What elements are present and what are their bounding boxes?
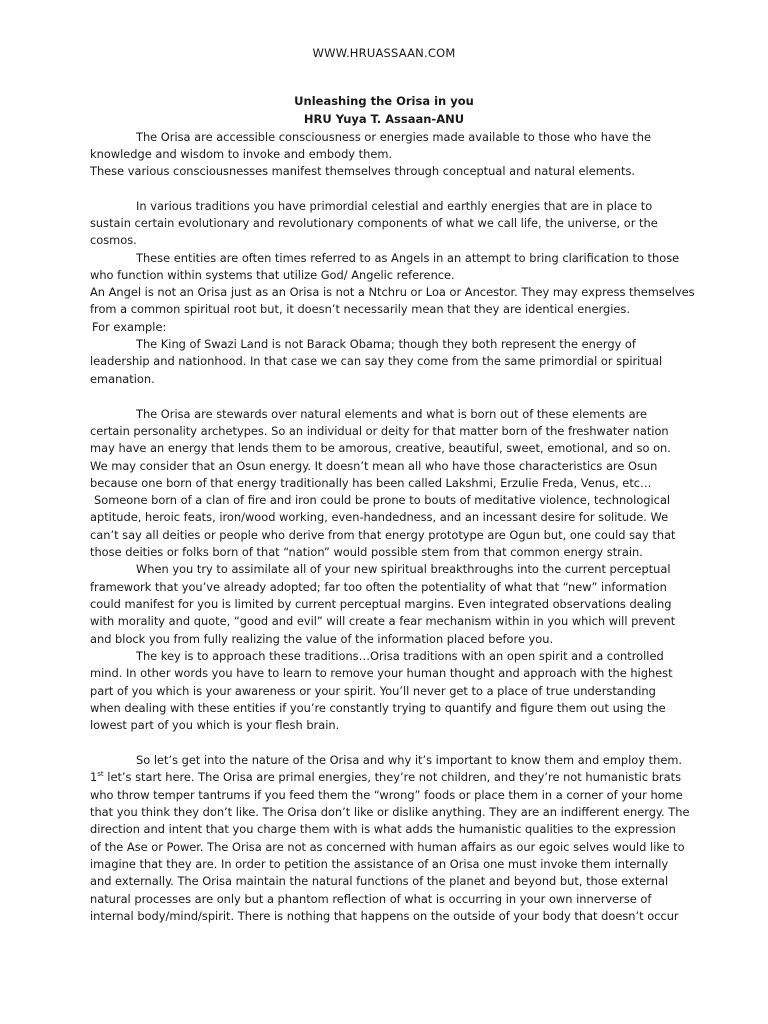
text-line: These various consciousnesses manifest themselves through conceptual and natural elements. bbox=[90, 164, 636, 178]
ordinal-suffix: st bbox=[97, 770, 104, 779]
text-line: cosmos. bbox=[90, 233, 137, 247]
text-line: of the Ase or Power. The Orisa are not as concerned with human affairs as our egoic selves would like to bbox=[90, 840, 685, 854]
text-line: The King of Swazi Land is not Barack Obama; though they both represent the energy of bbox=[136, 337, 636, 351]
text-line: mind. In other words you have to learn to remove your human thought and approach with the highest bbox=[90, 666, 673, 680]
text-line: leadership and nationhood. In that case we can say they come from the same primordial or spiritual bbox=[90, 354, 663, 368]
text-line-continuation: let’s start here. The Orisa are primal energies, they’re not children, and they’re not humanistic brats bbox=[103, 770, 682, 784]
text-line: framework that you’ve already adopted; far too often the potentiality of what that “new” information bbox=[90, 580, 667, 594]
text-line: may have an energy that lends them to be amorous, creative, beautiful, sweet, emotional, and so on. bbox=[90, 441, 671, 455]
text-line: So let’s get into the nature of the Orisa and why it’s important to know them and employ them. bbox=[136, 753, 683, 767]
text-line: An Angel is not an Orisa just as an Orisa is not a Ntchru or Loa or Ancestor. They may express themselves bbox=[90, 285, 695, 299]
text-line: that you think they don’t like. The Orisa don’t like or dislike anything. They are an indifferent energy. The bbox=[90, 805, 690, 819]
text-line: We may consider that an Osun energy. It doesn’t mean all who have those characteristics are Osun bbox=[90, 459, 658, 473]
text-line: aptitude, heroic feats, iron/wood working, even-handedness, and an incessant desire for solitude. We bbox=[90, 510, 669, 524]
text-line: In various traditions you have primordial celestial and earthly energies that are in place to bbox=[136, 199, 653, 213]
text-line: The key is to approach these traditions…Orisa traditions with an open spirit and a controlled bbox=[136, 649, 664, 663]
text-line: lowest part of you which is your flesh brain. bbox=[90, 718, 340, 732]
title-block bbox=[0, 93, 768, 128]
text-line: those deities or folks born of that “nation” would possible stem from that common energy strain. bbox=[90, 545, 643, 559]
text-line: part of you which is your awareness or your spirit. You’ll never get to a place of true understanding bbox=[90, 684, 656, 698]
text-line: direction and intent that you charge them with is what adds the humanistic qualities to the expression bbox=[90, 822, 676, 836]
text-line: sustain certain evolutionary and revolutionary components of what we call life, the universe, or the bbox=[90, 216, 658, 230]
text-line: These entities are often times referred to as Angels in an attempt to bring clarification to those bbox=[136, 251, 680, 265]
text-line: knowledge and wisdom to invoke and embody them. bbox=[90, 147, 393, 161]
text-line: and block you from fully realizing the value of the information placed before you. bbox=[90, 632, 554, 646]
text-line bbox=[90, 770, 681, 784]
text-line: and externally. The Orisa maintain the natural functions of the planet and beyond but, those external bbox=[90, 874, 669, 888]
document-title: Unleashing the Orisa in you bbox=[294, 94, 474, 108]
ordinal-number: 1 bbox=[90, 770, 98, 784]
text-line: could manifest for you is limited by current perceptual margins. Even integrated observations dealing bbox=[90, 597, 672, 611]
text-line: Someone born of a clan of fire and iron could be prone to bouts of meditative violence, technological bbox=[94, 493, 671, 507]
text-line: natural processes are only but a phantom reflection of what is occurring in your own innerverse of bbox=[90, 892, 652, 906]
document-author: HRU Yuya T. Assaan-ANU bbox=[303, 111, 465, 126]
text-line: imagine that they are. In order to petition the assistance of an Orisa one must invoke them internally bbox=[90, 857, 669, 871]
text-line: who function within systems that utilize God/ Angelic reference. bbox=[90, 268, 455, 282]
text-line: When you try to assimilate all of your new spiritual breakthroughs into the current perceptual bbox=[136, 562, 671, 576]
text-line: For example: bbox=[92, 320, 167, 334]
text-line: who throw temper tantrums if you feed them the “wrong” foods or place them in a corner of your home bbox=[90, 788, 683, 802]
text-line: from a common spiritual root but, it doesn’t necessarily mean that they are identical energies. bbox=[90, 302, 630, 316]
text-line: can’t say all deities or people who derive from that energy prototype are Ogun but, one could say that bbox=[90, 528, 676, 542]
text-line: certain personality archetypes. So an individual or deity for that matter born of the freshwater nation bbox=[90, 424, 669, 438]
text-line: with morality and quote, “good and evil” will create a fear mechanism within in you which will prevent bbox=[90, 614, 676, 628]
text-line: The Orisa are stewards over natural elements and what is born out of these elements are bbox=[136, 407, 648, 421]
site-header: WWW.HRUASSAAN.COM bbox=[312, 46, 456, 60]
text-line: The Orisa are accessible consciousness or energies made available to those who have the bbox=[136, 130, 651, 144]
text-line: because one born of that energy traditionally has been called Lakshmi, Erzulie Freda, Venus, etc… bbox=[90, 476, 652, 490]
text-line: emanation. bbox=[90, 372, 155, 386]
text-line: internal body/mind/spirit. There is nothing that happens on the outside of your body that doesn’t occur bbox=[90, 909, 679, 923]
text-line: when dealing with these entities if you’re constantly trying to quantify and figure them out using the bbox=[90, 701, 666, 715]
